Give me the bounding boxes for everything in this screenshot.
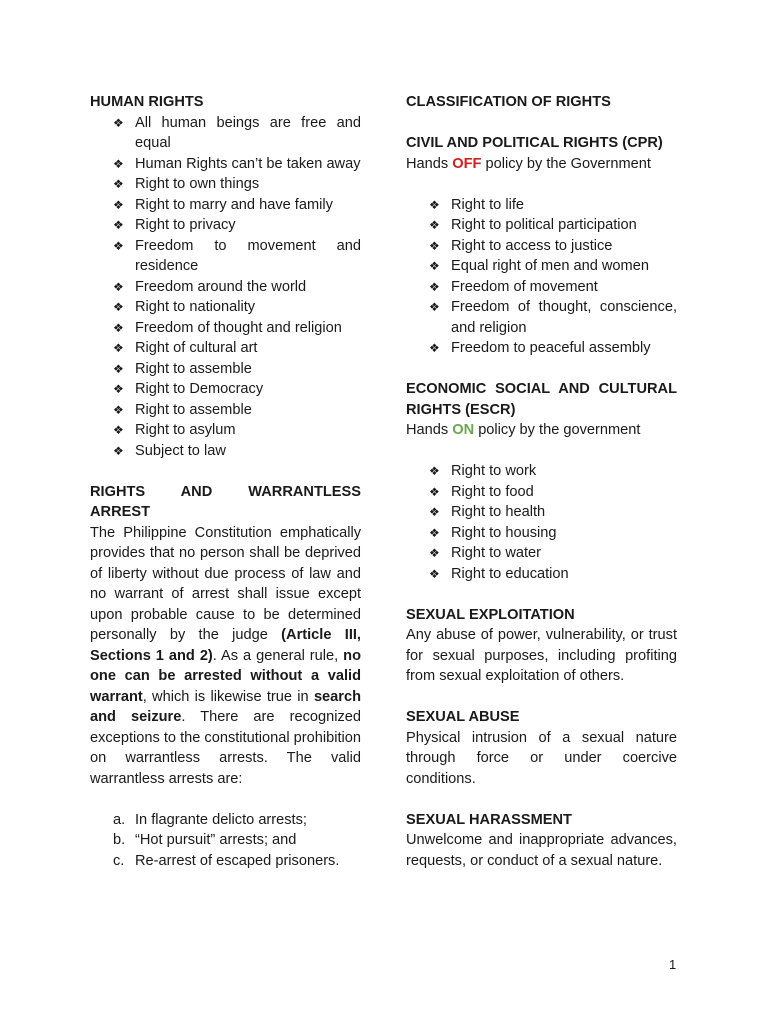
list-item: ❖ Freedom to movement and residence — [113, 237, 361, 274]
page-number: 1 — [669, 957, 677, 972]
list-item: ❖ Right to Democracy — [90, 379, 361, 400]
list-item: ❖ Right to education — [406, 564, 677, 585]
diamond-bullet-icon: ❖ — [429, 300, 440, 314]
diamond-bullet-icon: ❖ — [113, 443, 124, 458]
list-item: ❖ Human Rights can’t be taken away — [90, 154, 361, 175]
list-item: ❖ Right to marry and have family — [90, 195, 361, 216]
list-item: ❖ Right to political participation — [406, 215, 677, 236]
diamond-bullet-icon: ❖ — [429, 464, 440, 478]
diamond-bullet-icon: ❖ — [113, 300, 124, 314]
warrantless-heading: RIGHTS AND WARRANTLESS — [90, 483, 361, 500]
diamond-bullet-icon: ❖ — [429, 341, 440, 355]
diamond-bullet-icon: ❖ — [429, 197, 440, 212]
diamond-bullet-icon: ❖ — [113, 423, 124, 437]
list-item: ❖ Freedom to peaceful assembly — [406, 338, 677, 359]
diamond-bullet-icon: ❖ — [113, 279, 124, 294]
left-column — [90, 92, 361, 871]
list-item: ❖ Right to health — [406, 502, 677, 523]
list-item: ❖ Right to access to justice — [406, 236, 677, 257]
diamond-bullet-icon: ❖ — [429, 218, 440, 232]
list-item: ❖ Freedom of thought and religion — [90, 318, 361, 339]
list-item: ❖ Freedom around the world — [90, 277, 361, 298]
warrantless-heading-cont: ARREST — [90, 504, 150, 520]
list-item: ❖ Equal right of men and women — [406, 256, 677, 277]
warrantless-paragraph: The Philippine Constitution emphatically provides that no person shall be deprived of liberty without due process of law and no warrant of arrest shall issue except upon probable cause to be determined personally by the judge (Article III, Sections 1 and 2). As a general rule, no one can be arrested without a valid warrant, which is likewise true in search and seizure. There are recognized exceptions to the constitutional prohibition on warrantless arrests. The valid warrantless arrests are: — [90, 524, 361, 787]
list-item: ❖ Right to nationality — [90, 297, 361, 318]
list-item: a. In flagrante delicto arrests; — [113, 811, 307, 828]
diamond-bullet-icon: ❖ — [113, 156, 124, 171]
diamond-bullet-icon: ❖ — [113, 382, 124, 396]
list-item: ❖ Freedom of thought, conscience, and religion — [429, 299, 677, 336]
exploitation-text: Any abuse of power, vulnerability, or trust for sexual purposes, including profiting from sexual exploitation of others. — [406, 627, 677, 684]
list-item: ❖ Right to life — [406, 195, 677, 216]
list-item: ❖ Right to own things — [90, 174, 361, 195]
list-item: ❖ Right of cultural art — [90, 338, 361, 359]
human-rights-heading: HUMAN RIGHTS — [90, 94, 204, 110]
list-item: ❖ Right to assemble — [90, 400, 361, 421]
diamond-bullet-icon: ❖ — [429, 566, 440, 581]
harassment-heading: SEXUAL HARASSMENT — [406, 811, 572, 828]
list-item: ❖ Subject to law — [90, 441, 361, 462]
human-rights-list — [90, 113, 361, 462]
classification-heading: CLASSIFICATION OF RIGHTS — [406, 94, 611, 110]
right-column — [406, 92, 677, 871]
cpr-list — [406, 195, 677, 359]
abuse-heading: SEXUAL ABUSE — [406, 709, 520, 725]
diamond-bullet-icon: ❖ — [113, 238, 124, 253]
exploitation-heading: SEXUAL EXPLOITATION — [406, 606, 575, 623]
cpr-heading: CIVIL AND POLITICAL RIGHTS (CPR) — [406, 135, 663, 151]
diamond-bullet-icon: ❖ — [113, 402, 124, 417]
diamond-bullet-icon: ❖ — [113, 197, 124, 212]
escr-list — [406, 461, 677, 584]
diamond-bullet-icon: ❖ — [429, 546, 440, 560]
list-item: ❖ Right to work — [406, 461, 677, 482]
abuse-text: Physical intrusion of a sexual nature through force or under coercive conditions. — [406, 729, 677, 787]
list-item: ❖ Freedom of movement — [406, 277, 677, 298]
cpr-policy: Hands OFF policy by the Government — [406, 155, 651, 172]
diamond-bullet-icon: ❖ — [429, 238, 440, 253]
list-item: ❖ Right to privacy — [90, 215, 361, 236]
diamond-bullet-icon: ❖ — [113, 361, 124, 376]
escr-heading: ECONOMIC SOCIAL AND CULTURAL RIGHTS (ESCR) — [406, 381, 677, 418]
diamond-bullet-icon: ❖ — [429, 484, 440, 499]
diamond-bullet-icon: ❖ — [429, 525, 440, 540]
list-item: ❖ Right to food — [406, 482, 677, 503]
list-item: ❖ Right to water — [406, 543, 677, 564]
list-item: ❖ All human beings are free and equal — [113, 114, 361, 151]
diamond-bullet-icon: ❖ — [113, 218, 124, 232]
list-item: ❖ Right to housing — [406, 523, 677, 544]
diamond-bullet-icon: ❖ — [429, 259, 440, 273]
list-item: ❖ Right to assemble — [90, 359, 361, 380]
harassment-text: Unwelcome and inappropriate advances, requests, or conduct of a sexual nature. — [406, 832, 677, 869]
diamond-bullet-icon: ❖ — [113, 341, 124, 355]
list-item: ❖ Right to asylum — [90, 420, 361, 441]
diamond-bullet-icon: ❖ — [429, 505, 440, 519]
diamond-bullet-icon: ❖ — [113, 320, 124, 335]
warrantless-arrests-list — [90, 810, 361, 872]
list-item: b. “Hot pursuit” arrests; and — [113, 832, 297, 848]
diamond-bullet-icon: ❖ — [113, 177, 124, 191]
diamond-bullet-icon: ❖ — [429, 279, 440, 294]
escr-policy: Hands ON policy by the government — [406, 422, 641, 438]
list-item: c. Re-arrest of escaped prisoners. — [113, 852, 340, 869]
diamond-bullet-icon: ❖ — [113, 115, 124, 130]
